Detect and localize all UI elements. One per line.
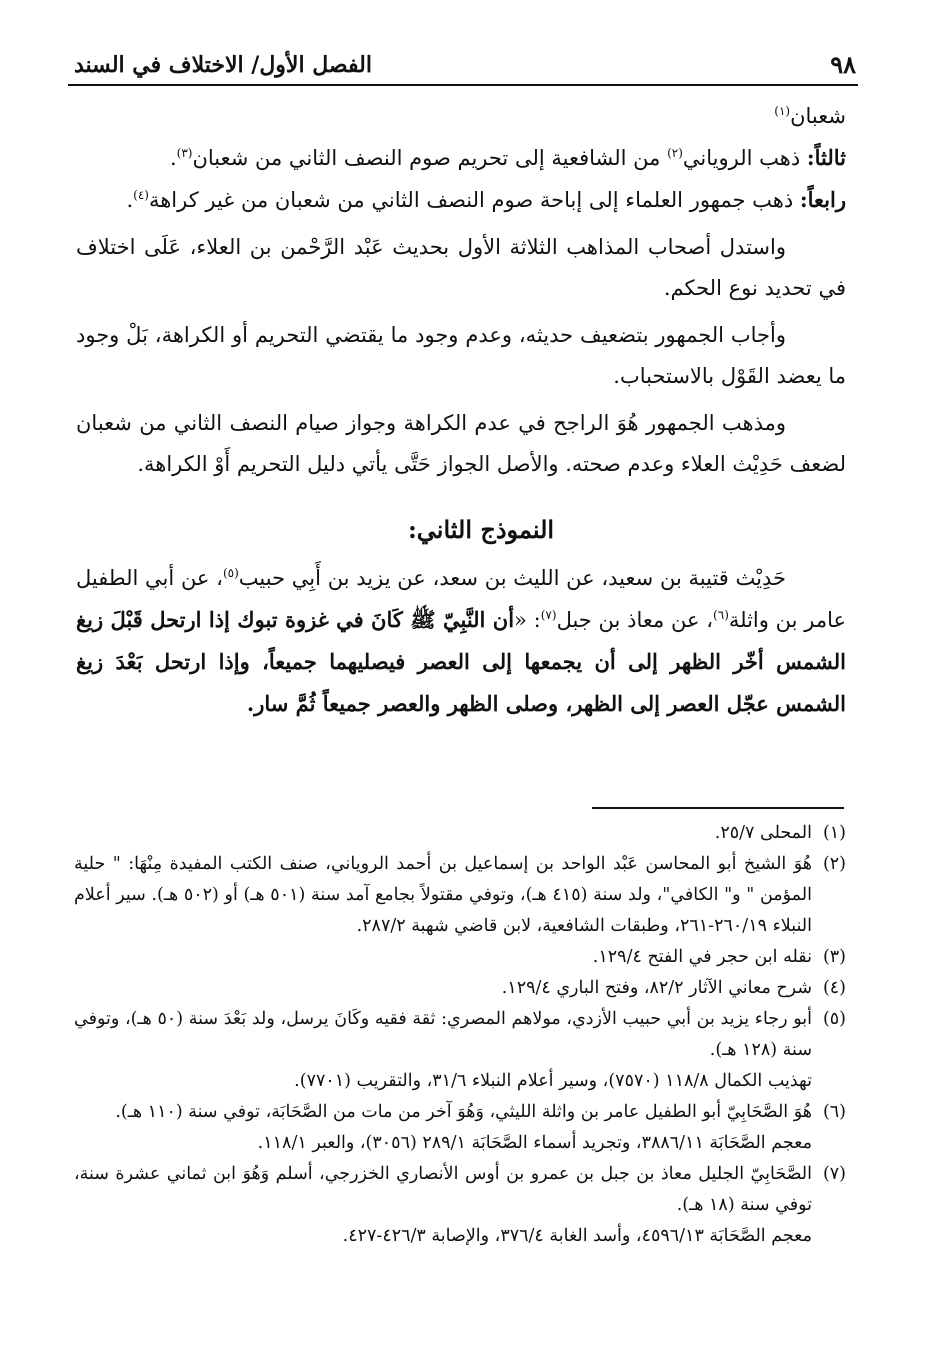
footnote <box>74 849 846 942</box>
paragraph: وأجاب الجمهور بتضعيف حديثه، وعدم وجود ما يقتضي التحريم أو الكراهة، بَلْ وجود ما يعضد القَوْل بالاستحباب. <box>76 323 846 388</box>
text-run: حَدِيْث قتيبة بن سعيد، عن الليث بن سعد، عن يزيد بن أَبِي حبيب <box>238 566 787 590</box>
text-run: . <box>169 146 177 170</box>
text-run: : « <box>514 608 541 632</box>
section-heading: النموذج الثاني: <box>407 515 555 544</box>
footnote-text: شرح معاني الآثار ٨٢/٢، وفتح الباري ١٢٩/٤. <box>501 978 812 998</box>
running-title: الفصل الأول/ الاختلاف في السند <box>74 52 372 78</box>
text-run: ، عن أبي الطفيل عامر بن واثلة <box>76 566 846 632</box>
footnote-ref: (٤) <box>133 188 149 202</box>
footnote <box>74 1004 846 1066</box>
footnote <box>74 1097 846 1128</box>
page-header <box>68 46 858 86</box>
page-number: ٩٨ <box>830 50 856 79</box>
footnote-number: (٤) <box>822 978 846 998</box>
list-label: رابعاً: <box>799 187 846 212</box>
footnote-source: معجم الصَّحَابَة ٤٥٩٦/١٣، وأسد الغابة ٣٧٦/٤، والإصابة ٤٢٦/٣-٤٢٧. <box>342 1226 812 1246</box>
header-rule <box>68 84 858 86</box>
footnote-text: أبو رجاء يزيد بن أبي حبيب الأزدي، مولاهم المصري: ثقة فقيه وكَانَ يرسل، ولد بَعْدَ سنة (٥٠ هـ)، وتوفي سنة (١٢٨ هـ). <box>74 1009 812 1060</box>
paragraph <box>76 137 846 179</box>
main-text <box>76 96 846 725</box>
footnote-ref: (١) <box>774 104 791 118</box>
footnote-text: نقله ابن حجر في الفتح ١٢٩/٤. <box>592 947 812 967</box>
footnote-ref: (٢) <box>667 146 683 160</box>
footnote-number: (٣) <box>822 947 846 967</box>
footnote-ref: (٥) <box>222 566 239 580</box>
footnote-ref: (٣) <box>176 146 193 160</box>
footnotes <box>74 818 846 1252</box>
footnote <box>74 1159 846 1221</box>
footnote-source: تهذيب الكمال ١١٨/٨ (٧٥٧٠)، وسير أعلام النبلاء ٣١/٦، والتقريب (٧٧٠١). <box>294 1071 812 1091</box>
footnote-number: (٥) <box>822 1009 846 1029</box>
paragraph: ومذهب الجمهور هُوَ الراجح في عدم الكراهة وجواز صيام النصف الثاني من شعبان لضعف حَدِيْث العلاء وعدم صحته. والأصل الجواز حَتَّى يأتي دليل التحريم أَوْ الكراهة. <box>76 411 846 476</box>
footnote-text: المحلى ٢٥/٧. <box>714 823 812 843</box>
text-run: شعبان <box>790 104 846 128</box>
footnote-ref: (٧) <box>540 608 557 622</box>
footnote-text: هُوَ الشيخ أبو المحاسن عَبْد الواحد بن إسماعيل بن أحمد الروياني، صنف الكتب المفيدة مِنْهَا: " حلية المؤمن " و" الكافي"، ولد سنة (٤١٥ هـ)، وتوفي مقتولاً بجامع آمد سنة (٥٠١ هـ) أو (٥٠٢ هـ). سير أعلام النبلاء ٢٦٠/١٩-٢٦١، وطبقات الشافعية، لابن قاضي شهبة ٢٨٧/٢. <box>74 854 812 936</box>
footnote-text: الصَّحَابِيّ الجليل معاذ بن جبل بن عمرو بن أوس الأنصاري الخزرجي، أسلم وَهُوَ ابن ثماني عشرة سنة، توفي سنة (١٨ هـ). <box>74 1164 812 1215</box>
paragraph <box>76 96 846 137</box>
footnote-source: معجم الصَّحَابَة ٣٨٨٦/١١، وتجريد أسماء الصَّحَابَة ٢٨٩/١ (٣٠٥٦)، والعبر ١١٨/١. <box>257 1133 812 1153</box>
footnote-text: هُوَ الصَّحَابِيّ أبو الطفيل عامر بن واثلة الليثي، وَهُوَ آخر من مات من الصَّحَابَة، توفي سنة (١١٠ هـ). <box>115 1102 812 1122</box>
footnote <box>74 818 846 849</box>
footnote-ref: (٦) <box>713 608 729 622</box>
list-label: ثالثاً: <box>806 145 846 170</box>
footnote-number: (٢) <box>822 854 846 874</box>
footnote-rule <box>592 807 844 809</box>
paragraph <box>76 179 846 221</box>
text-run: من الشافعية إلى تحريم صوم النصف الثاني من شعبان <box>192 146 668 170</box>
footnote <box>74 973 846 1004</box>
footnote-number: (٧) <box>822 1164 846 1184</box>
text-run: ، عن معاذ بن جبل <box>556 608 714 632</box>
footnote-number: (٦) <box>822 1102 846 1122</box>
paragraph: واستدل أصحاب المذاهب الثلاثة الأول بحديث عَبْد الرَّحْمن بن العلاء، عَلَى اختلاف في تحديد نوع الحكم. <box>76 235 846 300</box>
footnote-number: (١) <box>822 823 846 843</box>
footnote <box>74 942 846 973</box>
text-run: ذهب جمهور العلماء إلى إباحة صوم النصف الثاني من شعبان من غير كراهة <box>148 188 800 212</box>
text-run: ذهب الروياني <box>682 146 807 170</box>
hadith-text: أن النَّبِيّ ﷺ كَانَ في غزوة تبوك إذا ارتحل قَبْلَ زيغ الشمس أخّر الظهر إلى أن يجمعها إلى العصر فيصليهما جميعاً، وإذا ارتحل بَعْدَ زيغ الشمس عجّل العصر إلى الظهر، وصلى الظهر والعصر جميعاً ثُمَّ سار. <box>76 607 846 716</box>
text-run: . <box>126 188 134 212</box>
hadith-paragraph <box>76 558 846 725</box>
